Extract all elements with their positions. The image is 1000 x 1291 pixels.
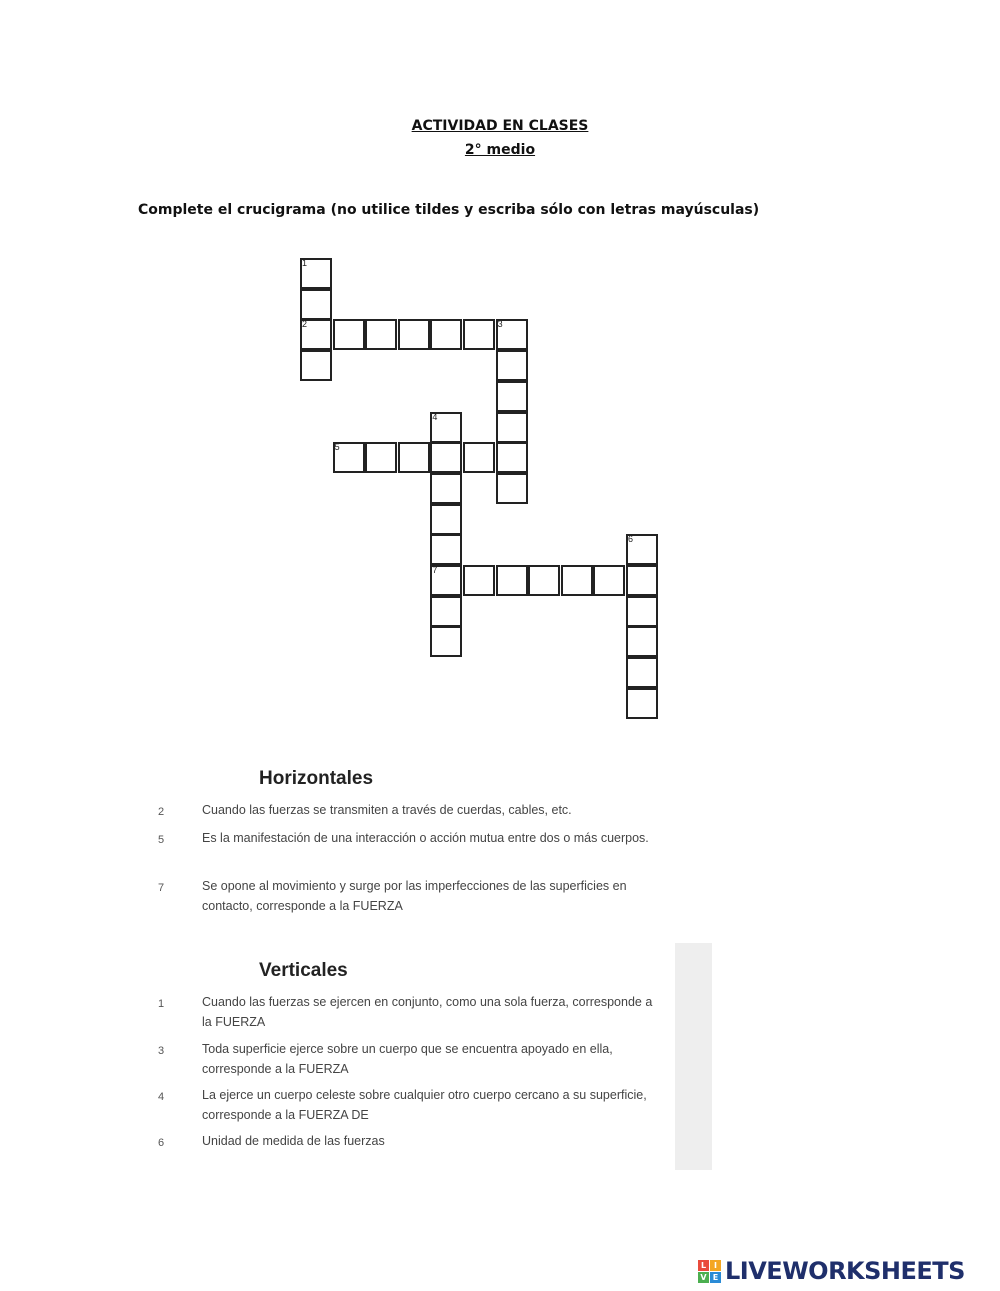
crossword-cell[interactable] bbox=[626, 534, 658, 565]
logo-letter: E bbox=[710, 1272, 721, 1283]
crossword-cell[interactable] bbox=[528, 565, 560, 596]
crossword-cell[interactable] bbox=[398, 319, 430, 350]
crossword-cell[interactable] bbox=[365, 319, 397, 350]
crossword-cell[interactable] bbox=[430, 473, 462, 504]
crossword-cell[interactable] bbox=[463, 565, 495, 596]
clue-text: Cuando las fuerzas se ejercen en conjunto, como una sola fuerza, corresponde a la FUERZA bbox=[202, 995, 653, 1029]
crossword-cell[interactable] bbox=[430, 442, 462, 473]
crossword-cell[interactable] bbox=[496, 381, 528, 412]
crossword-cell[interactable] bbox=[593, 565, 625, 596]
cell-number: 5 bbox=[334, 442, 340, 453]
worksheet-subtitle: 2° medio bbox=[464, 142, 536, 158]
clue-number: 5 bbox=[158, 834, 165, 846]
logo-letter: L bbox=[698, 1260, 709, 1271]
cell-number: 3 bbox=[497, 319, 503, 330]
crossword-cell[interactable] bbox=[561, 565, 593, 596]
crossword-cell[interactable] bbox=[430, 504, 462, 535]
cell-number: 7 bbox=[432, 565, 438, 575]
crossword-cell[interactable] bbox=[496, 473, 528, 504]
crossword-cell[interactable] bbox=[626, 688, 658, 719]
cell-number: 1 bbox=[302, 258, 308, 268]
crossword-cell[interactable] bbox=[626, 565, 658, 596]
cell-number: 6 bbox=[628, 534, 634, 545]
crossword-cell[interactable] bbox=[626, 596, 658, 627]
logo-letter: I bbox=[710, 1260, 721, 1271]
horizontales-title: Horizontales bbox=[259, 768, 374, 789]
liveworksheets-logo bbox=[698, 1256, 965, 1286]
crossword-cell[interactable] bbox=[496, 565, 528, 596]
clue-text: Se opone al movimiento y surge por las imperfecciones de las superficies en contacto, corresponde a la FUERZA bbox=[202, 879, 627, 913]
crossword-cell[interactable] bbox=[430, 596, 462, 627]
crossword-cell[interactable] bbox=[365, 442, 397, 473]
logo-mark-icon bbox=[698, 1260, 721, 1283]
clue-text: La ejerce un cuerpo celeste sobre cualquier otro cuerpo cercano a su superficie, corresponde a la FUERZA DE bbox=[202, 1088, 647, 1122]
clue-text: Unidad de medida de las fuerzas bbox=[202, 1134, 385, 1148]
cell-number: 4 bbox=[432, 411, 438, 422]
crossword-cell[interactable] bbox=[430, 412, 462, 443]
crossword-cell[interactable] bbox=[496, 412, 528, 443]
verticales-title: Verticales bbox=[259, 960, 348, 981]
crossword-cell[interactable] bbox=[300, 350, 332, 381]
worksheet-title: ACTIVIDAD EN CLASES bbox=[411, 118, 589, 134]
clue-number: 4 bbox=[158, 1091, 165, 1103]
clue-number: 2 bbox=[158, 806, 165, 818]
crossword-cell[interactable] bbox=[463, 442, 495, 473]
instructions: Complete el crucigrama (no utilice tildes y escriba sólo con letras mayúsculas) bbox=[138, 202, 760, 218]
crossword-cell[interactable] bbox=[300, 258, 332, 289]
crossword-cell[interactable] bbox=[300, 289, 332, 320]
crossword-cell[interactable] bbox=[626, 657, 658, 688]
logo-text: LIVEWORKSHEETS bbox=[725, 1257, 965, 1285]
crossword-cell[interactable] bbox=[333, 442, 365, 473]
clue-text: Es la manifestación de una interacción o acción mutua entre dos o más cuerpos. bbox=[202, 831, 649, 845]
crossword-cell[interactable] bbox=[398, 442, 430, 473]
clue-number: 3 bbox=[158, 1045, 165, 1057]
crossword-cell[interactable] bbox=[430, 626, 462, 657]
crossword-cell[interactable] bbox=[333, 319, 365, 350]
crossword-cell[interactable] bbox=[300, 319, 332, 350]
cell-number: 2 bbox=[302, 319, 308, 330]
crossword-cell[interactable] bbox=[496, 319, 528, 350]
clue-number: 7 bbox=[158, 882, 165, 894]
clue-number: 6 bbox=[158, 1137, 165, 1149]
crossword-cell[interactable] bbox=[496, 350, 528, 381]
clue-text: Cuando las fuerzas se transmiten a través de cuerdas, cables, etc. bbox=[202, 803, 572, 817]
logo-letter: V bbox=[698, 1272, 709, 1283]
clue-number: 1 bbox=[158, 998, 165, 1010]
side-panel bbox=[675, 943, 712, 1170]
crossword-cell[interactable] bbox=[430, 319, 462, 350]
crossword-cell[interactable] bbox=[463, 319, 495, 350]
crossword-cell[interactable] bbox=[430, 565, 462, 596]
clue-text: Toda superficie ejerce sobre un cuerpo que se encuentra apoyado en ella, corresponde a la FUERZA bbox=[202, 1042, 613, 1076]
crossword-cell[interactable] bbox=[626, 626, 658, 657]
crossword-cell[interactable] bbox=[430, 534, 462, 565]
crossword-cell[interactable] bbox=[496, 442, 528, 473]
